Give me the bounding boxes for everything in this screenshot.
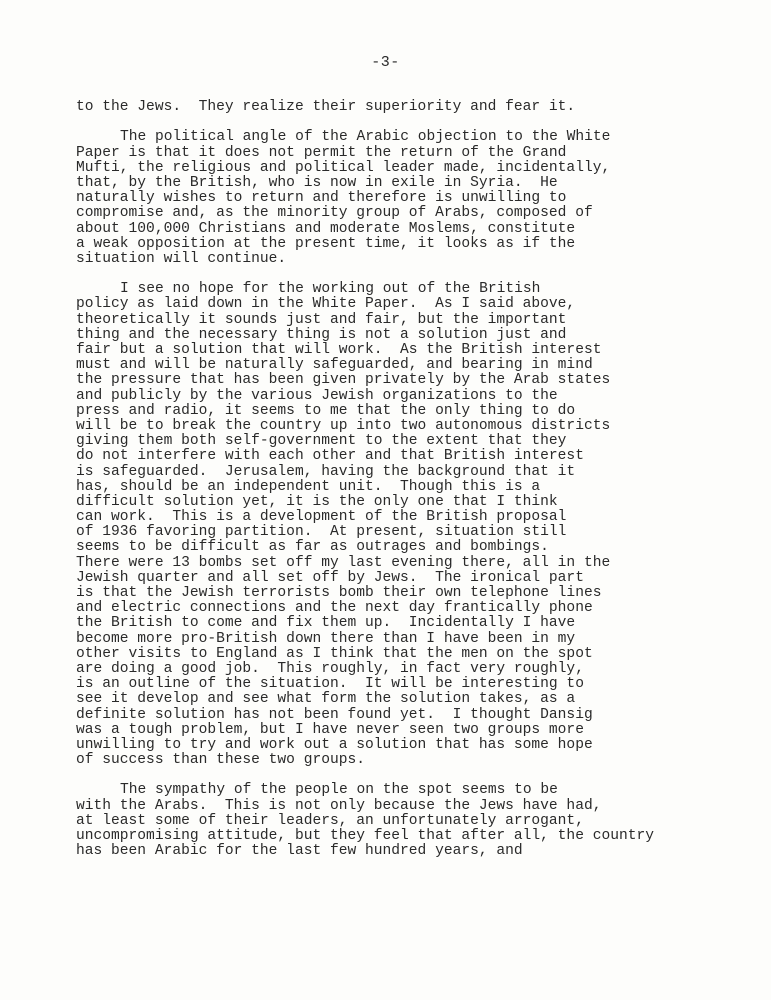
page-number: -3- bbox=[371, 54, 400, 71]
text-line: the British to come and fix them up. Incidentally I have bbox=[76, 615, 576, 632]
text-line: giving them both self-government to the extent that they bbox=[76, 433, 567, 450]
text-line: about 100,000 Christians and moderate Moslems, constitute bbox=[76, 220, 576, 237]
text-line: Mufti, the religious and political leader made, incidentally, bbox=[76, 159, 611, 176]
text-line: The sympathy of the people on the spot seems to be bbox=[120, 782, 558, 799]
text-line: Paper is that it does not permit the return of the Grand bbox=[76, 144, 567, 161]
text-line: can work. This is a development of the British proposal bbox=[76, 509, 567, 526]
text-line: policy as laid down in the White Paper. As I said above, bbox=[76, 296, 576, 313]
text-line: do not interfere with each other and that British interest bbox=[76, 448, 584, 465]
text-line: to the Jews. They realize their superiority and fear it. bbox=[76, 99, 576, 115]
text-line: are doing a good job. This roughly, in fact very roughly, bbox=[76, 660, 584, 677]
paragraph bbox=[76, 282, 766, 768]
text-line: seems to be difficult as far as outrages and bombings. bbox=[76, 539, 549, 556]
text-line: theoretically it sounds just and fair, but the important bbox=[76, 311, 567, 328]
text-line: was a tough problem, but I have never seen two groups more bbox=[76, 721, 584, 738]
text-line: has been Arabic for the last few hundred years, and bbox=[76, 843, 523, 860]
body-text bbox=[76, 100, 766, 875]
text-line: is safeguarded. Jerusalem, having the background that it bbox=[76, 463, 576, 480]
text-line: that, by the British, who is now in exile in Syria. He bbox=[76, 174, 558, 191]
text-line: fair but a solution that will work. As the British interest bbox=[76, 342, 602, 358]
text-line: at least some of their leaders, an unfortunately arrogant, bbox=[76, 812, 584, 829]
text-line: definite solution has not been found yet. I thought Dansig bbox=[76, 706, 593, 723]
text-line: uncompromising attitude, but they feel that after all, the country bbox=[76, 828, 655, 844]
text-line: must and will be naturally safeguarded, and bearing in mind bbox=[76, 357, 593, 374]
text-line: naturally wishes to return and therefore is unwilling to bbox=[76, 190, 567, 207]
text-line: the pressure that has been given privately by the Arab states bbox=[76, 372, 611, 389]
text-line: with the Arabs. This is not only because the Jews have had, bbox=[76, 797, 602, 814]
text-line: I see no hope for the working out of the British bbox=[120, 281, 541, 298]
text-line: is that the Jewish terrorists bomb their own telephone lines bbox=[76, 585, 602, 601]
text-line: unwilling to try and work out a solution that has some hope bbox=[76, 736, 593, 753]
text-line: compromise and, as the minority group of Arabs, composed of bbox=[76, 205, 593, 222]
text-line: see it develop and see what form the solution takes, as a bbox=[76, 691, 576, 708]
text-line: press and radio, it seems to me that the only thing to do bbox=[76, 402, 576, 419]
text-line: a weak opposition at the present time, it looks as if the bbox=[76, 235, 576, 252]
paragraph bbox=[76, 100, 766, 115]
text-line: will be to break the country up into two autonomous districts bbox=[76, 417, 611, 434]
text-line: Jewish quarter and all set off by Jews. The ironical part bbox=[76, 569, 584, 586]
text-line: and publicly by the various Jewish organizations to the bbox=[76, 387, 558, 404]
text-line: of 1936 favoring partition. At present, situation still bbox=[76, 524, 567, 541]
text-line: difficult solution yet, it is the only one that I think bbox=[76, 493, 558, 510]
text-line: other visits to England as I think that the men on the spot bbox=[76, 645, 593, 662]
text-line: situation will continue. bbox=[76, 250, 287, 267]
text-line: is an outline of the situation. It will be interesting to bbox=[76, 676, 584, 693]
text-line: has, should be an independent unit. Though this is a bbox=[76, 478, 541, 495]
text-line: of success than these two groups. bbox=[76, 752, 366, 769]
text-line: The political angle of the Arabic objection to the White bbox=[120, 129, 611, 146]
paragraph bbox=[76, 130, 766, 267]
text-line: thing and the necessary thing is not a solution just and bbox=[76, 326, 567, 343]
paragraph bbox=[76, 783, 766, 859]
text-line: There were 13 bombs set off my last evening there, all in the bbox=[76, 554, 611, 571]
text-line: become more pro-British down there than I have been in my bbox=[76, 630, 576, 647]
text-line: and electric connections and the next day frantically phone bbox=[76, 600, 593, 617]
